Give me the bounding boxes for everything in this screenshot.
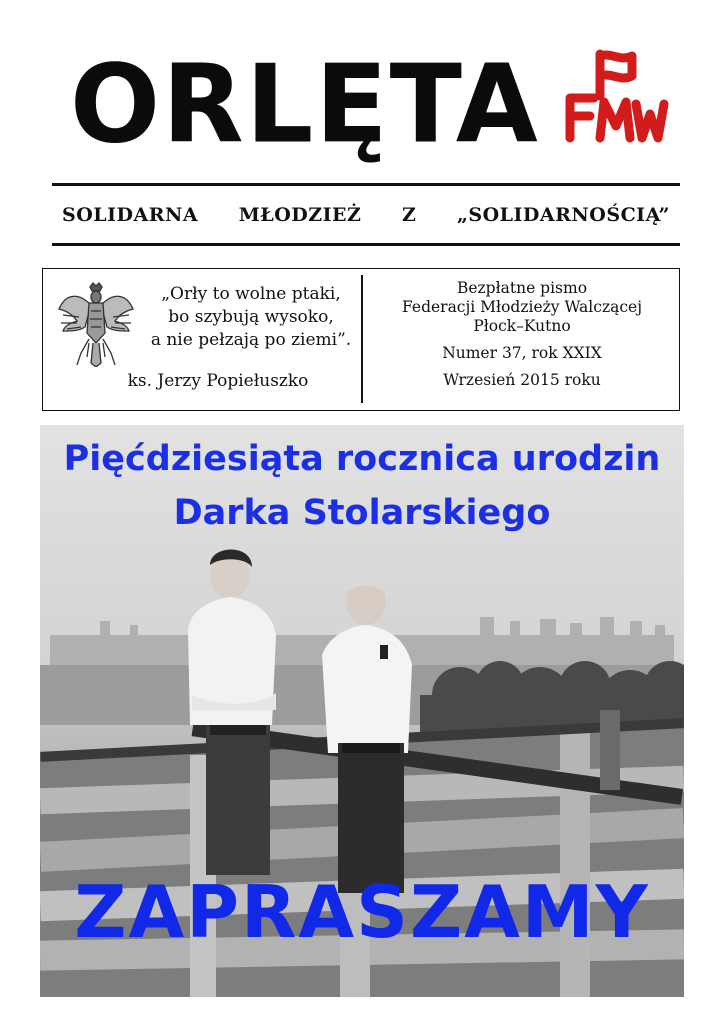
top-rule xyxy=(52,183,680,186)
issue-date: Wrzesień 2015 roku xyxy=(443,371,601,389)
quote-line: bo szybują wysoko, xyxy=(168,307,334,327)
headline-line: Pięćdziesiąta rocznica urodzin xyxy=(63,439,661,479)
tagline-word: Z xyxy=(402,204,417,226)
headline-line: Darka Stolarskiego xyxy=(173,493,551,533)
invite-text: ZAPRASZAMY xyxy=(74,870,650,954)
eagle-emblem-icon xyxy=(57,281,135,367)
quote-line: „Orły to wolne ptaki, xyxy=(161,284,341,304)
cover-headline xyxy=(40,432,684,540)
quote xyxy=(139,283,363,352)
info-box xyxy=(42,268,680,411)
publication-info xyxy=(363,279,681,390)
tagline-word: „SOLIDARNOŚCIĄ” xyxy=(456,204,670,226)
publication-line: Bezpłatne pismo xyxy=(456,279,588,297)
issue-number: Numer 37, rok XXIX xyxy=(442,344,602,362)
bottom-rule xyxy=(52,243,680,246)
quote-line: a nie pełzają po ziemi”. xyxy=(150,330,352,350)
quote-author: ks. Jerzy Popiełuszko xyxy=(127,371,309,391)
masthead-title: ORLĘTA xyxy=(70,41,540,168)
fmw-logo xyxy=(560,46,670,146)
tagline xyxy=(52,198,680,232)
tagline-word: SOLIDARNA xyxy=(62,204,199,226)
tagline-word: MŁODZIEŻ xyxy=(238,204,362,226)
publication-line: Płock–Kutno xyxy=(473,317,571,335)
publication-line: Federacji Młodzieży Walczącej xyxy=(401,298,643,316)
